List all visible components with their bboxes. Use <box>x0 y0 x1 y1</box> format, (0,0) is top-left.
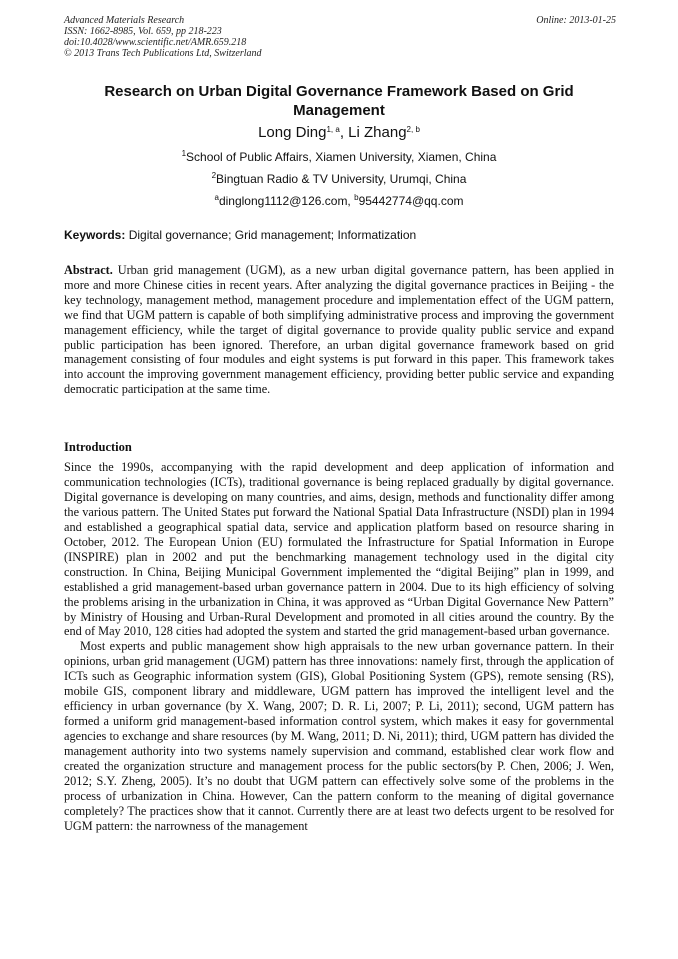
affiliation-2 <box>64 172 614 187</box>
author-line <box>64 124 614 142</box>
author-emails <box>64 194 614 209</box>
affiliation-text: Bingtuan Radio & TV University, Urumqi, China <box>216 172 467 186</box>
paper-title: Research on Urban Digital Governance Framework Based on Grid Management <box>104 83 574 119</box>
author-affiliation-mark: 2, b <box>406 125 420 134</box>
abstract-text: Urban grid management (UGM), as a new urban digital governance pattern, has been applied in more and more Chinese cities in recent years. After analyzing the digital governance practices in Beijing - the key technology, management method, management procedure and implementation effect of the UGM pattern, we find that UGM pattern is capable of both simplifying administrative process and improving the government management efficiency, while the target of digital governance to provide quality public service and expand public participation has been ignored. Therefore, an urban digital governance framework based on grid management consisting of four modules and eight systems is put forward in this paper. This framework takes into account the improving government management efficiency, providing better public service and expanding democratic participation at the same time. <box>64 263 614 397</box>
email-link: 95442774@qq.com <box>358 194 464 208</box>
affiliation-1 <box>64 150 614 165</box>
email-mark: a <box>214 193 219 202</box>
keywords-label: Keywords: <box>64 228 126 242</box>
keywords <box>64 228 614 243</box>
doi-line: doi:10.4028/www.scientific.net/AMR.659.218 <box>64 37 247 48</box>
keywords-text: Digital governance; Grid management; Informatization <box>125 228 417 242</box>
abstract <box>64 263 614 397</box>
email-link: dinglong1112@126.com, <box>218 194 355 208</box>
journal-name: Advanced Materials Research <box>64 15 185 26</box>
author-separator: , <box>339 124 349 141</box>
introduction-body <box>64 460 614 834</box>
section-heading: Introduction <box>64 440 132 454</box>
paragraph: Most experts and public management show high appraisals to the new urban governance pattern. In their opinions, urban grid management (UGM) pattern has three innovations: namely first, through the application of ICTs such as Geographic information system (GIS), Global Positioning System (GPS), remote sensing (RS), mobile GIS, component library and middleware, UGM pattern has improved the intelligent level and the efficiency in urban governance (by X. Wang, 2007; D. R. Li, 2007; P. Li, 2011); second, UGM pattern has formed a uniform grid management-based information control system, which makes it easy for governmental agencies to exchange and share resources (by M. Wang, 2011; D. Ni, 2011); third, UGM pattern has divided the management authority into two systems namely supervision and command, established clear work flow and created the organization structure and management process for the public sectors(by P. Chen, 2006; J. Wen, 2012; S.Y. Zheng, 2005). It’s no doubt that UGM pattern can effectively solve some of the problems in the process of urbanization in China. However, Can the pattern conform to the meaning of digital governance completely? The practices show that it cannot. Currently there are at least two defects urgent to be resolved for UGM pattern: the narrowness of the management <box>64 639 614 833</box>
author-name: Li Zhang <box>348 124 407 141</box>
email-mark: b <box>354 193 359 202</box>
affiliation-text: School of Public Affairs, Xiamen University, Xiamen, China <box>186 150 497 164</box>
affiliation-mark: 1 <box>181 149 187 158</box>
author-name: Long Ding <box>258 124 327 141</box>
paragraph: Since the 1990s, accompanying with the rapid development and deep application of information and communication technologies (ICTs), traditional governance is being replaced gradually by digital governance. Digital governance is developing on many countries, and aims, design, methods and functionality differ among the various pattern. The United States put forward the National Spatial Data Infrastructure (NSDI) plan in 1994 and established a geographical spatial data, service and application platform based on resource sharing in October, 2012. The European Union (EU) formulated the Infrastructure for Spatial Information in Europe (INSPIRE) plan in 2002 and put the benchmarking management technology used in the digital city construction. In China, Beijing Municipal Government implemented the “digital Beijing” plan in 1999, and established a grid management-based urban governance pattern in 2004. Due to its high efficiency of solving the problems arising in the urbanization in China, it was approved as “Urban Digital Governance New Pattern” by Ministry of Housing and Urban-Rural Development and promoted in all cities around the country. By the end of May 2010, 128 cities had adopted the system and started the grid management-based urban governance. <box>64 460 614 639</box>
copyright-line: © 2013 Trans Tech Publications Ltd, Switzerland <box>64 48 262 59</box>
affiliation-mark: 2 <box>211 171 217 180</box>
online-date: Online: 2013-01-25 <box>536 15 616 26</box>
author-affiliation-mark: 1, a <box>326 125 340 134</box>
abstract-label: Abstract. <box>64 263 113 277</box>
issn-line: ISSN: 1662-8985, Vol. 659, pp 218-223 <box>64 26 222 37</box>
journal-header <box>64 15 616 59</box>
